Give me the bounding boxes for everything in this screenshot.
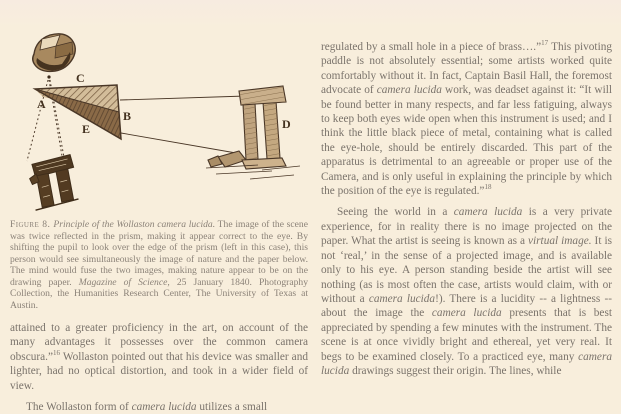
right-column: [321, 40, 612, 378]
prism-label-e: E: [82, 122, 91, 136]
left-paragraph-2: The Wollaston form of camera lucida utilizes a small: [26, 401, 268, 414]
eye-icon: [33, 34, 76, 79]
prism-label-c: C: [76, 71, 85, 85]
prism-illustration: [35, 85, 121, 139]
left-paragraph-1: attained to a greater proficiency in the art, on account of the many advantages it possesses over the common camera obscura.”$^{16}$ Wollaston pointed out that his device was smaller and lighter, had no optical distortion, and took in a wider field of view.: [10, 322, 308, 392]
stonehenge-illustration: [206, 86, 300, 179]
paper-sketch-illustration: [27, 154, 79, 210]
figure-caption: Figure 8. Principle of the Wollaston camera lucida. The image of the scene was twice reflected in the prism, making it appear correct to the eye. By shifting the pupil to look over the edge of the prism (left in this case), this person would see simultaneously the image of nature and the paper below. The mind would fuse the two images, making nature appear to be on the drawing paper. Magazine of Science, 25 January 1840. Photography Collection, the Humanities Research Center, The University of Texas at Austin.: [10, 219, 309, 311]
prism-label-a: A: [37, 97, 46, 111]
rays-to-scene: [120, 96, 246, 153]
scene-label-d: D: [282, 117, 291, 131]
figure-8: [10, 8, 308, 311]
camera-lucida-engraving: [10, 8, 308, 214]
prism-label-b: B: [123, 109, 132, 123]
right-paragraph-2: Seeing the world in a camera lucida is a very private experience, for in reality there is no image projected on the paper. What the artist is seeing is known as a virtual image. It is not ‘real,’ in the sense of a projected image, and is available only to his eye. A person standing beside the artist will see nothing (as is most often the case, artists would claim, with or without a camera lucida!). There is a lucidity -- a lightness -- about the image the camera lucida presents that is best appreciated by spending a few minutes with the instrument. The scene is at once vividly bright and ethereal, yet very real. It begs to be examined closely. To a practiced eye, many camera lucida drawings suggest their origin. The lines, while: [321, 206, 612, 377]
left-column: [10, 8, 308, 414]
right-paragraph-1: regulated by a small hole in a piece of brass….”$^{17}$ This pivoting paddle is not absolutely essential; some artists worked quite comfortably without it. In fact, Captain Basil Hall, the foremost advocate of camera lucida work, was deadset against it: “It will be found better in many respects, and far less fatiguing, always to keep both eyes wide open when this instrument is used; and I think the little black piece of metal, containing what is called the eye-hole, should be entirely discarded. This part of the apparatus is detrimental to an agreeable or proper use of the Camera, and is only useful in explaining the principle by which the position of the eye is regulated.”$^{18}$: [321, 39, 613, 198]
